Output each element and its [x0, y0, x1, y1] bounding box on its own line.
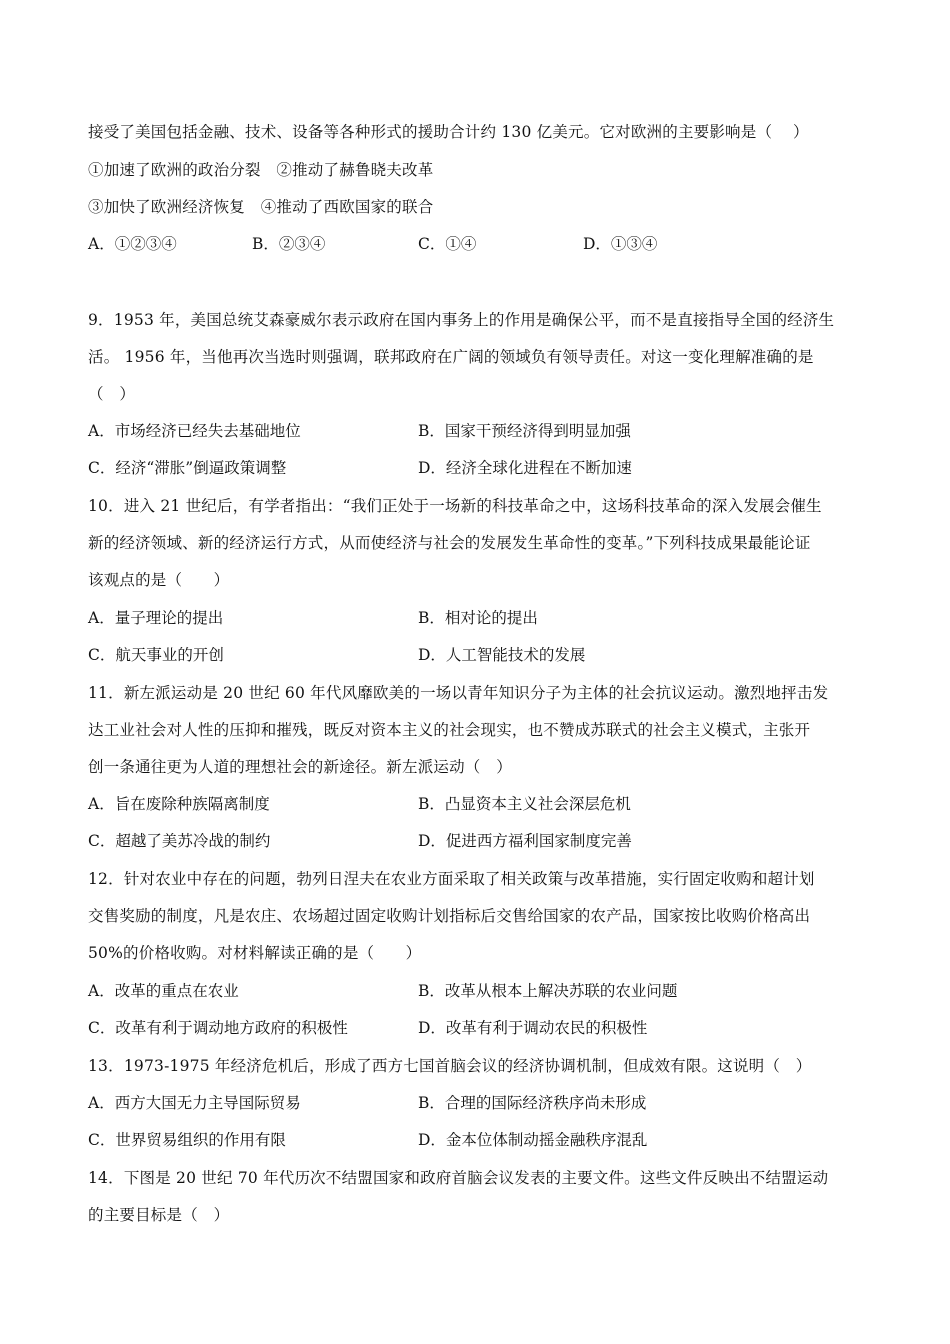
q11-option-b: B．凸显资本主义社会深层危机 [418, 795, 631, 813]
q13-option-b: B．合理的国际经济秩序尚未形成 [418, 1094, 647, 1112]
q12-option-d: D．改革有利于调动农民的积极性 [418, 1019, 648, 1037]
q11-option-c: C．超越了美苏冷战的制约 [88, 832, 271, 850]
q13-option-d: D．金本位体制动摇金融秩序混乱 [418, 1131, 648, 1149]
q10-stem-1: 10．进入 21 世纪后，有学者指出：“我们正处于一场新的科技革命之中，这场科技革命的深入发展会催生 [88, 497, 822, 515]
q12-option-a: A．改革的重点在农业 [88, 982, 239, 1000]
q9-option-d: D．经济全球化进程在不断加速 [418, 459, 632, 477]
q10-option-d: D．人工智能技术的发展 [418, 646, 586, 664]
q8-items-1: ①加速了欧洲的政治分裂 ②推动了赫鲁晓夫改革 [88, 161, 434, 179]
q11-option-d: D．促进西方福利国家制度完善 [418, 832, 632, 850]
q8-option-d: D．①③④ [583, 235, 658, 253]
q8-items-2: ③加快了欧洲经济恢复 ④推动了西欧国家的联合 [88, 198, 434, 216]
q13-option-c: C．世界贸易组织的作用有限 [88, 1131, 286, 1149]
q11-stem-1: 11．新左派运动是 20 世纪 60 年代风靡欧美的一场以青年知识分子为主体的社会抗议运动。激烈地抨击发 [88, 684, 829, 702]
q12-stem-1: 12．针对农业中存在的问题，勃列日涅夫在农业方面采取了相关政策与改革措施，实行固定收购和超计划 [88, 870, 815, 888]
q9-stem-1: 9．1953 年，美国总统艾森豪威尔表示政府在国内事务上的作用是确保公平，而不是直接指导全国的经济生 [88, 311, 835, 329]
q10-option-b: B．相对论的提出 [418, 609, 538, 627]
q14-stem-1: 14．下图是 20 世纪 70 年代历次不结盟国家和政府首脑会议发表的主要文件。这些文件反映出不结盟运动 [88, 1169, 829, 1187]
q8-stem: 接受了美国包括金融、技术、设备等各种形式的援助合计约 130 亿美元。它对欧洲的主要影响是（ ） [88, 123, 809, 141]
q11-stem-2: 达工业社会对人性的压抑和摧残，既反对资本主义的社会现实，也不赞成苏联式的社会主义模式，主张开 [88, 721, 811, 739]
q9-stem-3: （ ） [88, 385, 136, 403]
q12-stem-2: 交售奖励的制度，凡是农庄、农场超过固定收购计划指标后交售给国家的农产品，国家按比收购价格高出 [88, 907, 811, 925]
q11-option-a: A．旨在废除种族隔离制度 [88, 795, 270, 813]
q8-option-a: A．①②③④ [88, 235, 177, 253]
q8-option-c: C．①④ [418, 235, 477, 253]
q9-option-c: C．经济“滞胀”倒逼政策调整 [88, 459, 287, 477]
q10-option-c: C．航天事业的开创 [88, 646, 224, 664]
q12-option-b: B．改革从根本上解决苏联的农业问题 [418, 982, 678, 1000]
q9-option-a: A．市场经济已经失去基础地位 [88, 422, 301, 440]
q12-stem-3: 50%的价格收购。对材料解读正确的是（ ） [88, 944, 422, 962]
q13-option-a: A．西方大国无力主导国际贸易 [88, 1094, 301, 1112]
q10-stem-2: 新的经济领域、新的经济运行方式，从而使经济与社会的发展发生革命性的变革。”下列科技成果最能论证 [88, 534, 811, 552]
q14-stem-2: 的主要目标是（ ） [88, 1206, 230, 1224]
q8-option-b: B．②③④ [252, 235, 326, 253]
q9-option-b: B．国家干预经济得到明显加强 [418, 422, 631, 440]
q12-option-c: C．改革有利于调动地方政府的积极性 [88, 1019, 348, 1037]
q10-option-a: A．量子理论的提出 [88, 609, 224, 627]
q13-stem-1: 13．1973-1975 年经济危机后，形成了西方七国首脑会议的经济协调机制，但成效有限。这说明（ ） [88, 1057, 812, 1075]
q9-stem-2: 活。 1956 年，当他再次当选时则强调，联邦政府在广阔的领域负有领导责任。对这一变化理解准确的是 [88, 348, 814, 366]
q11-stem-3: 创一条通往更为人道的理想社会的新途径。新左派运动（ ） [88, 758, 512, 776]
q10-stem-3: 该观点的是（ ） [88, 571, 230, 589]
